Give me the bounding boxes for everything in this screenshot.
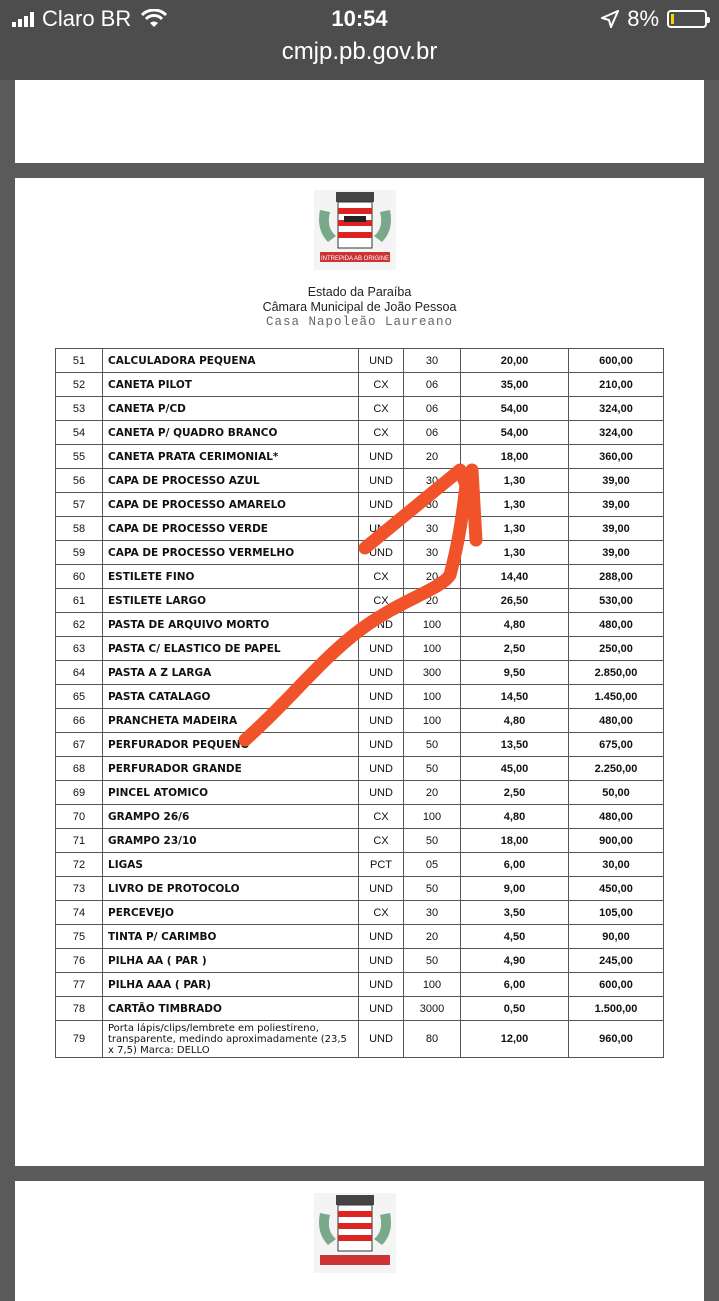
item-unit-price: 18,00 [461,829,569,853]
item-unit-price: 20,00 [461,349,569,373]
item-unit-price: 13,50 [461,733,569,757]
item-unit-price: 54,00 [461,397,569,421]
item-unit: UND [359,973,404,997]
item-unit: CX [359,397,404,421]
item-unit-price: 1,30 [461,517,569,541]
item-unit-price: 18,00 [461,445,569,469]
item-unit: CX [359,901,404,925]
item-number: 58 [56,517,103,541]
item-total: 245,00 [569,949,664,973]
item-quantity: 100 [404,685,461,709]
item-number: 79 [56,1021,103,1058]
item-unit: UND [359,733,404,757]
item-total: 600,00 [569,973,664,997]
item-quantity: 20 [404,565,461,589]
item-unit: CX [359,589,404,613]
item-total: 360,00 [569,445,664,469]
item-unit-price: 1,30 [461,541,569,565]
item-unit-price: 6,00 [461,973,569,997]
item-description: PERFURADOR PEQUENO [103,733,359,757]
item-description: CARTÃO TIMBRADO [103,997,359,1021]
item-number: 71 [56,829,103,853]
item-total: 675,00 [569,733,664,757]
item-unit: UND [359,1021,404,1058]
item-quantity: 05 [404,853,461,877]
item-unit: UND [359,349,404,373]
item-description: TINTA P/ CARIMBO [103,925,359,949]
item-unit: UND [359,613,404,637]
item-description: GRAMPO 26/6 [103,805,359,829]
item-unit: CX [359,829,404,853]
item-quantity: 20 [404,445,461,469]
carrier-label: Claro BR [42,6,132,31]
item-number: 76 [56,949,103,973]
item-unit: UND [359,949,404,973]
item-unit-price: 2,50 [461,781,569,805]
item-description: PINCEL ATOMICO [103,781,359,805]
item-unit-price: 2,50 [461,637,569,661]
item-total: 90,00 [569,925,664,949]
item-number: 59 [56,541,103,565]
item-quantity: 30 [404,541,461,565]
item-unit-price: 3,50 [461,901,569,925]
item-description: CAPA DE PROCESSO AZUL [103,469,359,493]
item-description: CANETA PRATA CERIMONIAL* [103,445,359,469]
item-number: 56 [56,469,103,493]
item-description: LIGAS [103,853,359,877]
item-unit-price: 14,50 [461,685,569,709]
item-total: 39,00 [569,493,664,517]
item-unit: UND [359,445,404,469]
item-quantity: 30 [404,349,461,373]
item-description: CANETA P/ QUADRO BRANCO [103,421,359,445]
item-quantity: 06 [404,373,461,397]
item-description: PERFURADOR GRANDE [103,757,359,781]
item-number: 55 [56,445,103,469]
item-unit-price: 4,80 [461,613,569,637]
item-unit: UND [359,877,404,901]
item-number: 72 [56,853,103,877]
item-quantity: 100 [404,709,461,733]
item-total: 1.500,00 [569,997,664,1021]
item-quantity: 30 [404,469,461,493]
item-number: 74 [56,901,103,925]
item-total: 39,00 [569,469,664,493]
item-number: 57 [56,493,103,517]
item-description: PILHA AAA ( PAR) [103,973,359,997]
item-description: CAPA DE PROCESSO AMARELO [103,493,359,517]
item-description: Porta lápis/clips/lembrete em poliestireno, transparente, medindo aproximadamente (23,5 x 7,5) Marca: DELLO [103,1021,359,1058]
item-unit-price: 1,30 [461,469,569,493]
item-unit: UND [359,925,404,949]
item-unit: UND [359,517,404,541]
item-quantity: 06 [404,421,461,445]
item-total: 600,00 [569,349,664,373]
item-unit: CX [359,421,404,445]
item-total: 39,00 [569,517,664,541]
item-unit-price: 4,50 [461,925,569,949]
item-total: 30,00 [569,853,664,877]
item-number: 75 [56,925,103,949]
item-description: CAPA DE PROCESSO VERMELHO [103,541,359,565]
item-unit: UND [359,709,404,733]
item-number: 54 [56,421,103,445]
item-unit-price: 4,80 [461,709,569,733]
item-quantity: 20 [404,781,461,805]
item-number: 64 [56,661,103,685]
item-number: 63 [56,637,103,661]
item-unit: UND [359,637,404,661]
item-unit: UND [359,757,404,781]
item-total: 530,00 [569,589,664,613]
item-quantity: 100 [404,637,461,661]
item-number: 60 [56,565,103,589]
item-quantity: 30 [404,901,461,925]
item-quantity: 100 [404,613,461,637]
item-description: GRAMPO 23/10 [103,829,359,853]
item-unit-price: 0,50 [461,997,569,1021]
item-unit-price: 35,00 [461,373,569,397]
item-description: PASTA DE ARQUIVO MORTO [103,613,359,637]
item-quantity: 20 [404,589,461,613]
item-total: 2.850,00 [569,661,664,685]
item-quantity: 80 [404,1021,461,1058]
item-number: 68 [56,757,103,781]
item-total: 288,00 [569,565,664,589]
item-number: 53 [56,397,103,421]
item-description: CANETA PILOT [103,373,359,397]
item-number: 78 [56,997,103,1021]
item-number: 73 [56,877,103,901]
item-total: 480,00 [569,709,664,733]
item-total: 480,00 [569,613,664,637]
doc-house: Casa Napoleão Laureano [265,315,454,329]
item-description: PILHA AA ( PAR ) [103,949,359,973]
url-bar[interactable]: cmjp.pb.gov.br [281,38,438,65]
item-number: 51 [56,349,103,373]
item-quantity: 100 [404,805,461,829]
item-quantity: 3000 [404,997,461,1021]
item-unit-price: 6,00 [461,853,569,877]
item-unit-price: 26,50 [461,589,569,613]
item-total: 324,00 [569,421,664,445]
item-number: 70 [56,805,103,829]
item-description: PASTA CATALAGO [103,685,359,709]
item-description: LIVRO DE PROTOCOLO [103,877,359,901]
item-unit-price: 9,50 [461,661,569,685]
item-unit-price: 14,40 [461,565,569,589]
item-quantity: 300 [404,661,461,685]
item-total: 960,00 [569,1021,664,1058]
item-unit-price: 12,00 [461,1021,569,1058]
item-total: 39,00 [569,541,664,565]
item-unit: PCT [359,853,404,877]
item-quantity: 30 [404,517,461,541]
item-total: 50,00 [569,781,664,805]
item-number: 77 [56,973,103,997]
item-unit: UND [359,493,404,517]
item-description: CAPA DE PROCESSO VERDE [103,517,359,541]
item-total: 105,00 [569,901,664,925]
item-number: 67 [56,733,103,757]
item-total: 250,00 [569,637,664,661]
item-number: 61 [56,589,103,613]
item-quantity: 20 [404,925,461,949]
item-number: 65 [56,685,103,709]
item-number: 62 [56,613,103,637]
item-unit-price: 4,90 [461,949,569,973]
item-unit: UND [359,469,404,493]
item-total: 324,00 [569,397,664,421]
item-description: PASTA C/ ELASTICO DE PAPEL [103,637,359,661]
item-unit-price: 1,30 [461,493,569,517]
item-unit: UND [359,661,404,685]
item-quantity: 50 [404,733,461,757]
item-quantity: 06 [404,397,461,421]
item-unit: UND [359,541,404,565]
item-quantity: 50 [404,829,461,853]
item-quantity: 50 [404,877,461,901]
item-unit-price: 45,00 [461,757,569,781]
item-description: CANETA P/CD [103,397,359,421]
item-description: CALCULADORA PEQUENA [103,349,359,373]
item-total: 2.250,00 [569,757,664,781]
crest-motto: INTREPIDA AB ORIGINE [320,256,390,262]
item-description: PASTA A Z LARGA [103,661,359,685]
item-unit: CX [359,373,404,397]
item-description: PERCEVEJO [103,901,359,925]
item-unit-price: 54,00 [461,421,569,445]
item-total: 210,00 [569,373,664,397]
item-unit: CX [359,565,404,589]
doc-state: Estado da Paraíba [307,285,412,299]
battery-percent: 8% [627,6,659,31]
item-number: 52 [56,373,103,397]
item-quantity: 100 [404,973,461,997]
item-total: 900,00 [569,829,664,853]
item-number: 66 [56,709,103,733]
item-unit: CX [359,805,404,829]
item-quantity: 50 [404,757,461,781]
item-quantity: 30 [404,493,461,517]
item-unit: UND [359,997,404,1021]
item-description: ESTILETE LARGO [103,589,359,613]
item-unit-price: 9,00 [461,877,569,901]
item-description: ESTILETE FINO [103,565,359,589]
item-total: 480,00 [569,805,664,829]
clock: 10:54 [331,6,388,31]
item-unit: UND [359,685,404,709]
item-quantity: 50 [404,949,461,973]
item-unit-price: 4,80 [461,805,569,829]
item-total: 1.450,00 [569,685,664,709]
item-number: 69 [56,781,103,805]
doc-chamber: Câmara Municipal de João Pessoa [262,300,457,314]
item-description: PRANCHETA MADEIRA [103,709,359,733]
item-total: 450,00 [569,877,664,901]
item-unit: UND [359,781,404,805]
